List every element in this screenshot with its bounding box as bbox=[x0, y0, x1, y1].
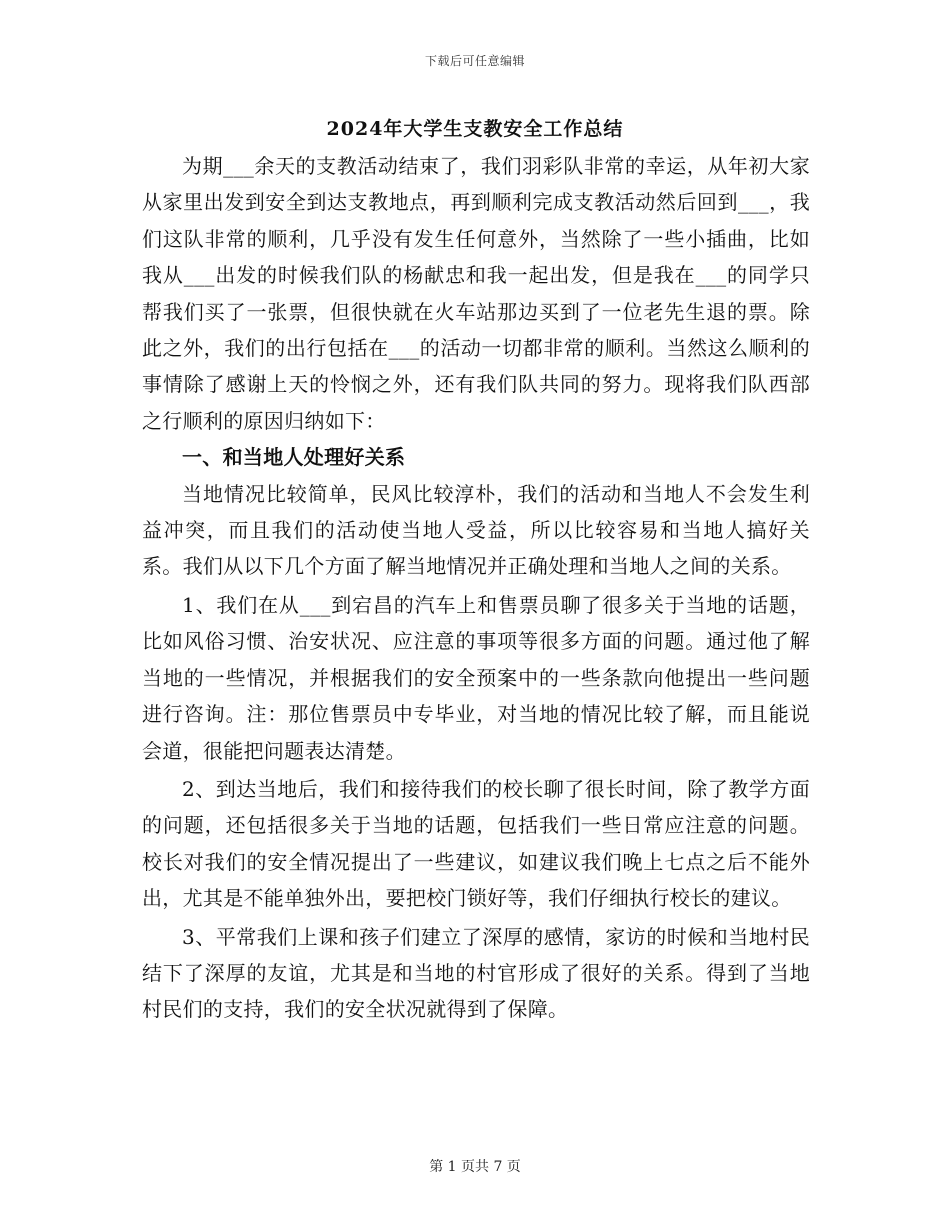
paragraph-item-1: 1、我们在从___到宕昌的汽车上和售票员聊了很多关于当地的话题，比如风俗习惯、治安状况、应注意的事项等很多方面的问题。通过他了解当地的一些情况，并根据我们的安全预案中的一些条款向他提出一些问题进行咨询。注：那位售票员中专毕业，对当地的情况比较了解，而且能说会道，很能把问题表达清楚。 bbox=[142, 592, 810, 763]
header-note: 下载后可任意编辑 bbox=[424, 54, 525, 68]
paragraph-intro: 为期___余天的支教活动结束了，我们羽彩队非常的幸运，从年初大家从家里出发到安全到达支教地点，再到顺利完成支教活动然后回到___，我们这队非常的顺利，几乎没有发生任何意外，当然除了一些小插曲，比如我从___出发的时候我们队的杨献忠和我一起出发，但是我在___的同学只帮我们买了一张票，但很快就在火车站那边买到了一位老先生退的票。除此之外，我们的出行包括在___的活动一切都非常的顺利。当然这么顺利的事情除了感谢上天的怜悯之外，还有我们队共同的努力。现将我们队西部之行顺利的原因归纳如下： bbox=[142, 154, 810, 433]
section-heading: 一、和当地人处理好关系 bbox=[182, 445, 406, 470]
document-title: 2024年大学生支教安全工作总结 bbox=[326, 118, 624, 140]
paragraph-item-2: 2、到达当地后，我们和接待我们的校长聊了很长时间，除了教学方面的问题，还包括很多关于当地的话题，包括我们一些日常应注意的问题。校长对我们的安全情况提出了一些建议，如建议我们晚上七点之后不能外出，尤其是不能单独外出，要把校门锁好等，我们仔细执行校长的建议。 bbox=[142, 776, 810, 911]
paragraph-item-3: 3、平常我们上课和孩子们建立了深厚的感情，家访的时候和当地村民结下了深厚的友谊，尤其是和当地的村官形成了很好的关系。得到了当地村民们的支持，我们的安全状况就得到了保障。 bbox=[142, 924, 810, 1022]
paragraph-local-situation: 当地情况比较简单，民风比较淳朴，我们的活动和当地人不会发生利益冲突，而且我们的活动使当地人受益，所以比较容易和当地人搞好关系。我们从以下几个方面了解当地情况并正确处理和当地人之间的关系。 bbox=[142, 481, 810, 579]
page-number: 第 1 页共 7 页 bbox=[429, 1159, 521, 1175]
document-body bbox=[142, 148, 810, 1028]
